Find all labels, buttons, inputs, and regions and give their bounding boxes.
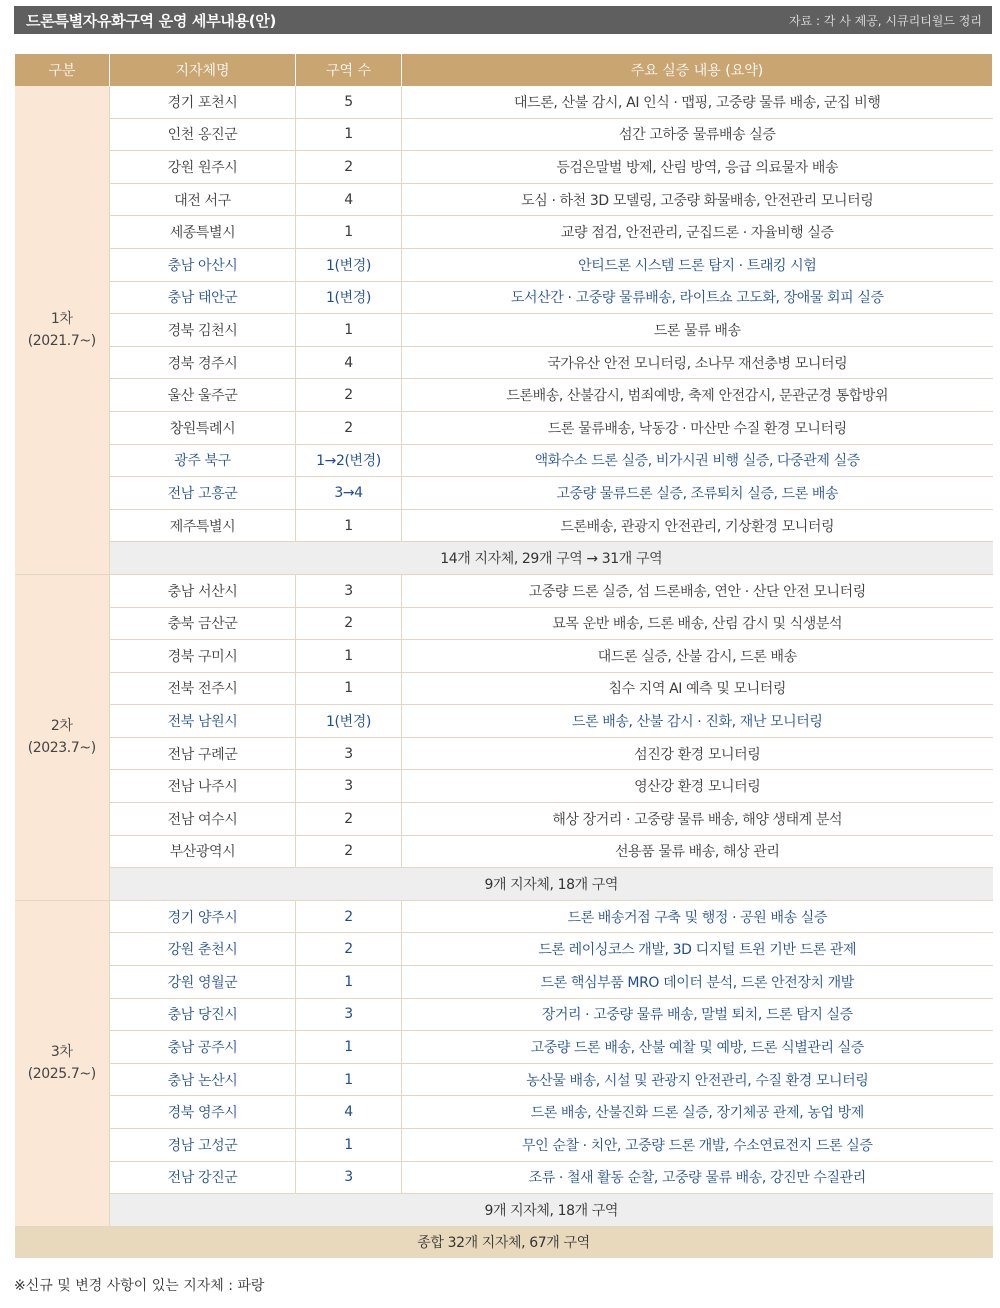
table-body [15, 86, 993, 1257]
municipality-cell: 부산광역시 [110, 835, 296, 868]
municipality-cell: 충남 태안군 [110, 281, 296, 314]
table-row [15, 509, 993, 542]
table-row [15, 770, 993, 803]
table-row [15, 998, 993, 1031]
municipality-cell: 세종특별시 [110, 216, 296, 249]
table-row [15, 1096, 993, 1129]
content-cell: 장거리 · 고중량 물류 배송, 말벌 퇴치, 드론 탐지 실증 [402, 998, 993, 1031]
municipality-cell: 전남 고흥군 [110, 477, 296, 510]
zone-count-cell: 4 [296, 346, 402, 379]
table-row [15, 966, 993, 999]
table-row [15, 118, 993, 151]
content-cell: 침수 지역 AI 예측 및 모니터링 [402, 672, 993, 705]
content-cell: 국가유산 안전 모니터링, 소나무 재선충병 모니터링 [402, 346, 993, 379]
group-cell [15, 574, 110, 900]
zone-count-cell: 3 [296, 998, 402, 1031]
table-row [15, 314, 993, 347]
table-row [15, 1031, 993, 1064]
municipality-cell: 경북 경주시 [110, 346, 296, 379]
table-header-row [15, 54, 993, 86]
content-cell: 도서산간 · 고중량 물류배송, 라이트쇼 고도화, 장애물 회피 실증 [402, 281, 993, 314]
zone-count-cell: 3 [296, 770, 402, 803]
municipality-cell: 전남 구례군 [110, 737, 296, 770]
content-cell: 묘목 운반 배송, 드론 배송, 산림 감시 및 식생분석 [402, 607, 993, 640]
zone-count-cell: 2 [296, 803, 402, 836]
content-cell: 드론배송, 산불감시, 범죄예방, 축제 안전감시, 문관군경 통합방위 [402, 379, 993, 412]
content-cell: 선용품 물류 배송, 해상 관리 [402, 835, 993, 868]
page-title: 드론특별자유화구역 운영 세부내용(안) [26, 12, 276, 30]
zone-count-cell: 1 [296, 509, 402, 542]
municipality-cell: 충남 공주시 [110, 1031, 296, 1064]
content-cell: 고중량 물류드론 실증, 조류퇴치 실증, 드론 배송 [402, 477, 993, 510]
table-row [15, 1129, 993, 1162]
zone-count-cell: 2 [296, 411, 402, 444]
table-row [15, 477, 993, 510]
content-cell: 섬진강 환경 모니터링 [402, 737, 993, 770]
municipality-cell: 광주 북구 [110, 444, 296, 477]
zone-count-cell: 1(변경) [296, 705, 402, 738]
zone-count-cell: 1 [296, 118, 402, 151]
municipality-cell: 전남 강진군 [110, 1161, 296, 1194]
municipality-cell: 경북 구미시 [110, 640, 296, 673]
municipality-cell: 강원 춘천시 [110, 933, 296, 966]
content-cell: 등검은말벌 방제, 산림 방역, 응급 의료물자 배송 [402, 151, 993, 184]
content-cell: 드론 배송거점 구축 및 행정 · 공원 배송 실증 [402, 900, 993, 933]
municipality-cell: 충남 서산시 [110, 574, 296, 607]
municipality-cell: 전북 남원시 [110, 705, 296, 738]
municipality-cell: 전남 여수시 [110, 803, 296, 836]
content-cell: 드론 물류배송, 낙동강 · 마산만 수질 환경 모니터링 [402, 411, 993, 444]
table-row [15, 444, 993, 477]
table-row [15, 672, 993, 705]
zone-count-cell: 1(변경) [296, 248, 402, 281]
footnote: ※신규 및 변경 사항이 있는 지자체 : 파랑 [14, 1278, 265, 1294]
table-row [15, 803, 993, 836]
table-row [15, 640, 993, 673]
municipality-cell: 대전 서구 [110, 183, 296, 216]
municipality-cell: 경남 고성군 [110, 1129, 296, 1162]
table-row [15, 86, 993, 118]
zone-count-cell: 2 [296, 900, 402, 933]
table-row [15, 411, 993, 444]
subtotal-row [15, 542, 993, 575]
municipality-cell: 제주특별시 [110, 509, 296, 542]
municipality-cell: 충북 금산군 [110, 607, 296, 640]
group-label: 2차 [50, 718, 73, 735]
content-cell: 고중량 드론 실증, 섬 드론배송, 연안 · 산단 안전 모니터링 [402, 574, 993, 607]
table-row [15, 183, 993, 216]
zone-count-cell: 1 [296, 1063, 402, 1096]
zone-count-cell: 1 [296, 966, 402, 999]
source-note: 자료 : 각 사 제공, 시큐리티월드 정리 [788, 14, 982, 28]
table-row [15, 1161, 993, 1194]
group-period: (2025.7~) [27, 1066, 96, 1083]
municipality-cell: 울산 울주군 [110, 379, 296, 412]
table-row [15, 1063, 993, 1096]
zone-count-cell: 3 [296, 737, 402, 770]
zone-count-cell: 1 [296, 216, 402, 249]
content-cell: 대드론, 산불 감시, AI 인식 · 맵핑, 고중량 물류 배송, 군집 비행 [402, 86, 993, 118]
content-cell: 안티드론 시스템 드론 탐지 · 트래킹 시험 [402, 248, 993, 281]
municipality-cell: 충남 당진시 [110, 998, 296, 1031]
table-row [15, 737, 993, 770]
zone-count-cell: 3 [296, 1161, 402, 1194]
table-row [15, 574, 993, 607]
municipality-cell: 강원 원주시 [110, 151, 296, 184]
content-cell: 영산강 환경 모니터링 [402, 770, 993, 803]
content-cell: 섬간 고하중 물류배송 실증 [402, 118, 993, 151]
content-cell: 농산물 배송, 시설 및 관광지 안전관리, 수질 환경 모니터링 [402, 1063, 993, 1096]
content-cell: 교량 점검, 안전관리, 군집드론 · 자율비행 실증 [402, 216, 993, 249]
municipality-cell: 경기 양주시 [110, 900, 296, 933]
zone-count-cell: 4 [296, 1096, 402, 1129]
content-cell: 대드론 실증, 산불 감시, 드론 배송 [402, 640, 993, 673]
drone-zone-table [14, 54, 993, 1258]
zone-count-cell: 3→4 [296, 477, 402, 510]
zone-count-cell: 3 [296, 574, 402, 607]
zone-count-cell: 2 [296, 151, 402, 184]
content-cell: 액화수소 드론 실증, 비가시권 비행 실증, 다중관제 실증 [402, 444, 993, 477]
group-period: (2021.7~) [27, 332, 96, 349]
content-cell: 드론 물류 배송 [402, 314, 993, 347]
zone-count-cell: 1(변경) [296, 281, 402, 314]
zone-count-cell: 2 [296, 607, 402, 640]
content-cell: 드론 레이싱코스 개발, 3D 디지털 트윈 기반 드론 관제 [402, 933, 993, 966]
table-row [15, 607, 993, 640]
table-row [15, 346, 993, 379]
municipality-cell: 인천 옹진군 [110, 118, 296, 151]
table-row [15, 900, 993, 933]
zone-count-cell: 5 [296, 86, 402, 118]
header-category: 구분 [15, 54, 110, 86]
content-cell: 해상 장거리 · 고중량 물류 배송, 해양 생태계 분석 [402, 803, 993, 836]
subtotal-row [15, 868, 993, 901]
content-cell: 드론 핵심부품 MRO 데이터 분석, 드론 안전장치 개발 [402, 966, 993, 999]
municipality-cell: 강원 영월군 [110, 966, 296, 999]
municipality-cell: 창원특례시 [110, 411, 296, 444]
group-label: 1차 [50, 310, 73, 327]
subtotal-cell: 14개 지자체, 29개 구역 → 31개 구역 [110, 542, 993, 575]
zone-count-cell: 1 [296, 1129, 402, 1162]
zone-count-cell: 4 [296, 183, 402, 216]
table-row [15, 248, 993, 281]
municipality-cell: 경북 김천시 [110, 314, 296, 347]
table-row [15, 151, 993, 184]
zone-count-cell: 2 [296, 933, 402, 966]
zone-count-cell: 2 [296, 835, 402, 868]
table-row [15, 835, 993, 868]
content-cell: 고중량 드론 배송, 산불 예찰 및 예방, 드론 식별관리 실증 [402, 1031, 993, 1064]
municipality-cell: 전남 나주시 [110, 770, 296, 803]
content-cell: 드론배송, 관광지 안전관리, 기상환경 모니터링 [402, 509, 993, 542]
subtotal-cell: 9개 지자체, 18개 구역 [110, 868, 993, 901]
table-row [15, 379, 993, 412]
title-bar [14, 6, 992, 34]
total-cell: 종합 32개 지자체, 67개 구역 [15, 1226, 993, 1257]
group-cell [15, 900, 110, 1226]
group-cell [15, 86, 110, 574]
zone-count-cell: 1 [296, 672, 402, 705]
content-cell: 드론 배송, 산불 감시 · 진화, 재난 모니터링 [402, 705, 993, 738]
header-main-content: 주요 실증 내용 (요약) [402, 54, 993, 86]
table-row [15, 281, 993, 314]
municipality-cell: 전북 전주시 [110, 672, 296, 705]
table-row [15, 705, 993, 738]
subtotal-cell: 9개 지자체, 18개 구역 [110, 1194, 993, 1227]
group-period: (2023.7~) [27, 740, 96, 757]
zone-count-cell: 1 [296, 640, 402, 673]
content-cell: 조류 · 철새 활동 순찰, 고중량 물류 배송, 강진만 수질관리 [402, 1161, 993, 1194]
municipality-cell: 충남 아산시 [110, 248, 296, 281]
content-cell: 드론 배송, 산불진화 드론 실증, 장기체공 관제, 농업 방제 [402, 1096, 993, 1129]
total-row [15, 1226, 993, 1257]
table-row [15, 216, 993, 249]
municipality-cell: 충남 논산시 [110, 1063, 296, 1096]
zone-count-cell: 2 [296, 379, 402, 412]
table-row [15, 933, 993, 966]
municipality-cell: 경기 포천시 [110, 86, 296, 118]
zone-count-cell: 1→2(변경) [296, 444, 402, 477]
subtotal-row [15, 1194, 993, 1227]
zone-count-cell: 1 [296, 1031, 402, 1064]
header-zone-count: 구역 수 [296, 54, 402, 86]
content-cell: 무인 순찰 · 치안, 고중량 드론 개발, 수소연료전지 드론 실증 [402, 1129, 993, 1162]
header-municipality: 지자체명 [110, 54, 296, 86]
municipality-cell: 경북 영주시 [110, 1096, 296, 1129]
group-label: 3차 [50, 1044, 73, 1061]
zone-count-cell: 1 [296, 314, 402, 347]
content-cell: 도심 · 하천 3D 모델링, 고중량 화물배송, 안전관리 모니터링 [402, 183, 993, 216]
